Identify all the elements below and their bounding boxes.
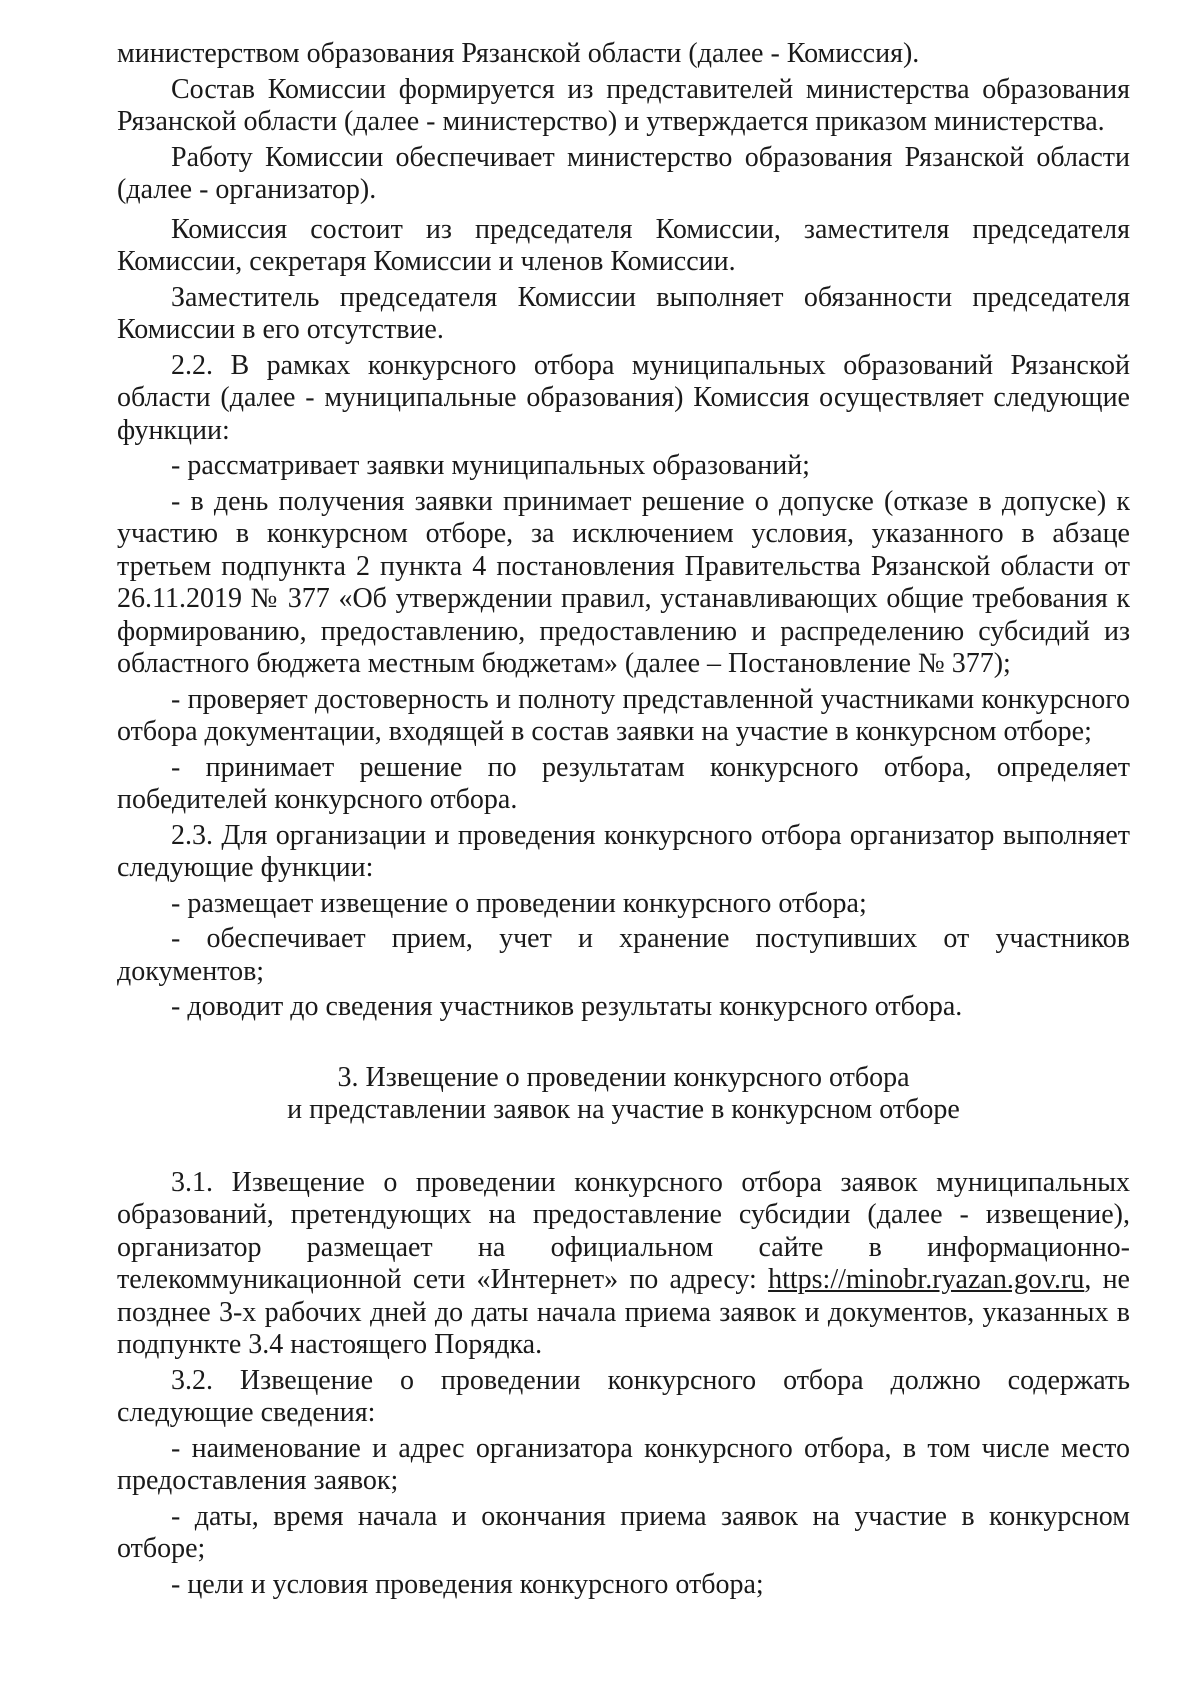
paragraph-commission-members: Комиссия состоит из председателя Комиссии, заместителя председателя Комиссии, секретаря Комиссии и членов Комиссии. [117,213,1130,277]
document-body [117,38,1130,1604]
list-item-determines-winners: - принимает решение по результатам конкурсного отбора, определяет победителей конкурсного отбора. [117,751,1130,815]
section-3-heading [117,1062,1130,1127]
paragraph-2-2: 2.2. В рамках конкурсного отбора муниципальных образований Рязанской области (далее - муниципальные образования) Комиссия осуществляет следующие функции: [117,349,1130,446]
paragraph-commission-composition: Состав Комиссии формируется из представителей министерства образования Рязанской области (далее - министерство) и утверждается приказом министерства. [117,73,1130,137]
paragraph-commission-name: министерством образования Рязанской области (далее - Комиссия). [117,38,920,69]
list-item-posts-notice: - размещает извещение о проведении конкурсного отбора; [171,887,867,919]
list-item-reviews-applications: - рассматривает заявки муниципальных образований; [171,450,810,481]
paragraph-3-1-text-before-link: 3.1. Извещение о проведении конкурсного отбора заявок муниципальных образований, претендующих на предоставление субсидии (далее - извещение), организатор размещает на официальном сайте в информационно-телекоммуникационной сети «Интернет» по адресу: [117,1166,1130,1295]
paragraph-2-3: 2.3. Для организации и проведения конкурсного отбора организатор выполняет следующие функции: [117,819,1130,883]
list-item-checks-documents: - проверяет достоверность и полноту представленной участниками конкурсного отбора документации, входящей в состав заявки на участие в конкурсном отборе; [117,683,1130,747]
paragraph-3-1-text-after-link: , не позднее 3-х рабочих дней до даты начала приема заявок и документов, указанных в подпункте 3.4 настоящего Порядка. [117,1264,1130,1360]
list-item-organizer-name-address: - наименование и адрес организатора конкурсного отбора, в том числе место предоставления заявок; [117,1432,1130,1496]
list-item-receives-documents: - обеспечивает прием, учет и хранение поступивших от участников документов; [117,923,1130,987]
paragraph-commission-organizer: Работу Комиссии обеспечивает министерство образования Рязанской области (далее - организатор). [117,141,1130,205]
paragraph-3-1 [117,1167,1130,1362]
list-item-admission-decision: - в день получения заявки принимает решение о допуске (отказе в допуске) к участию в конкурсном отборе, за исключением условия, указанного в абзаце третьем подпункта 2 пункта 4 постановления Правительства Рязанской области от 26.11.2019 № 377 «Об утверждении правил, устанавливающих общие требования к формированию, предоставлению, предоставлению и распределению субсидий из областного бюджета местным бюджетам» (далее – Постановление № 377); [117,485,1130,679]
list-item-dates-times: - даты, время начала и окончания приема заявок на участие в конкурсном отборе; [117,1500,1130,1564]
ministry-website-link[interactable]: https://minobr.ryazan.gov.ru [768,1264,1085,1295]
list-item-goals-conditions: - цели и условия проведения конкурсного отбора; [171,1568,764,1600]
paragraph-deputy-chair: Заместитель председателя Комиссии выполняет обязанности председателя Комиссии в его отсутствие. [117,281,1130,345]
list-item-informs-results: - доводит до сведения участников результаты конкурсного отбора. [171,991,963,1022]
section-3-heading-line-2: и представлении заявок на участие в конкурсном отборе [287,1094,960,1125]
section-3-heading-line-1: 3. Извещение о проведении конкурсного отбора [337,1061,910,1093]
paragraph-3-2: 3.2. Извещение о проведении конкурсного отбора должно содержать следующие сведения: [117,1364,1130,1428]
